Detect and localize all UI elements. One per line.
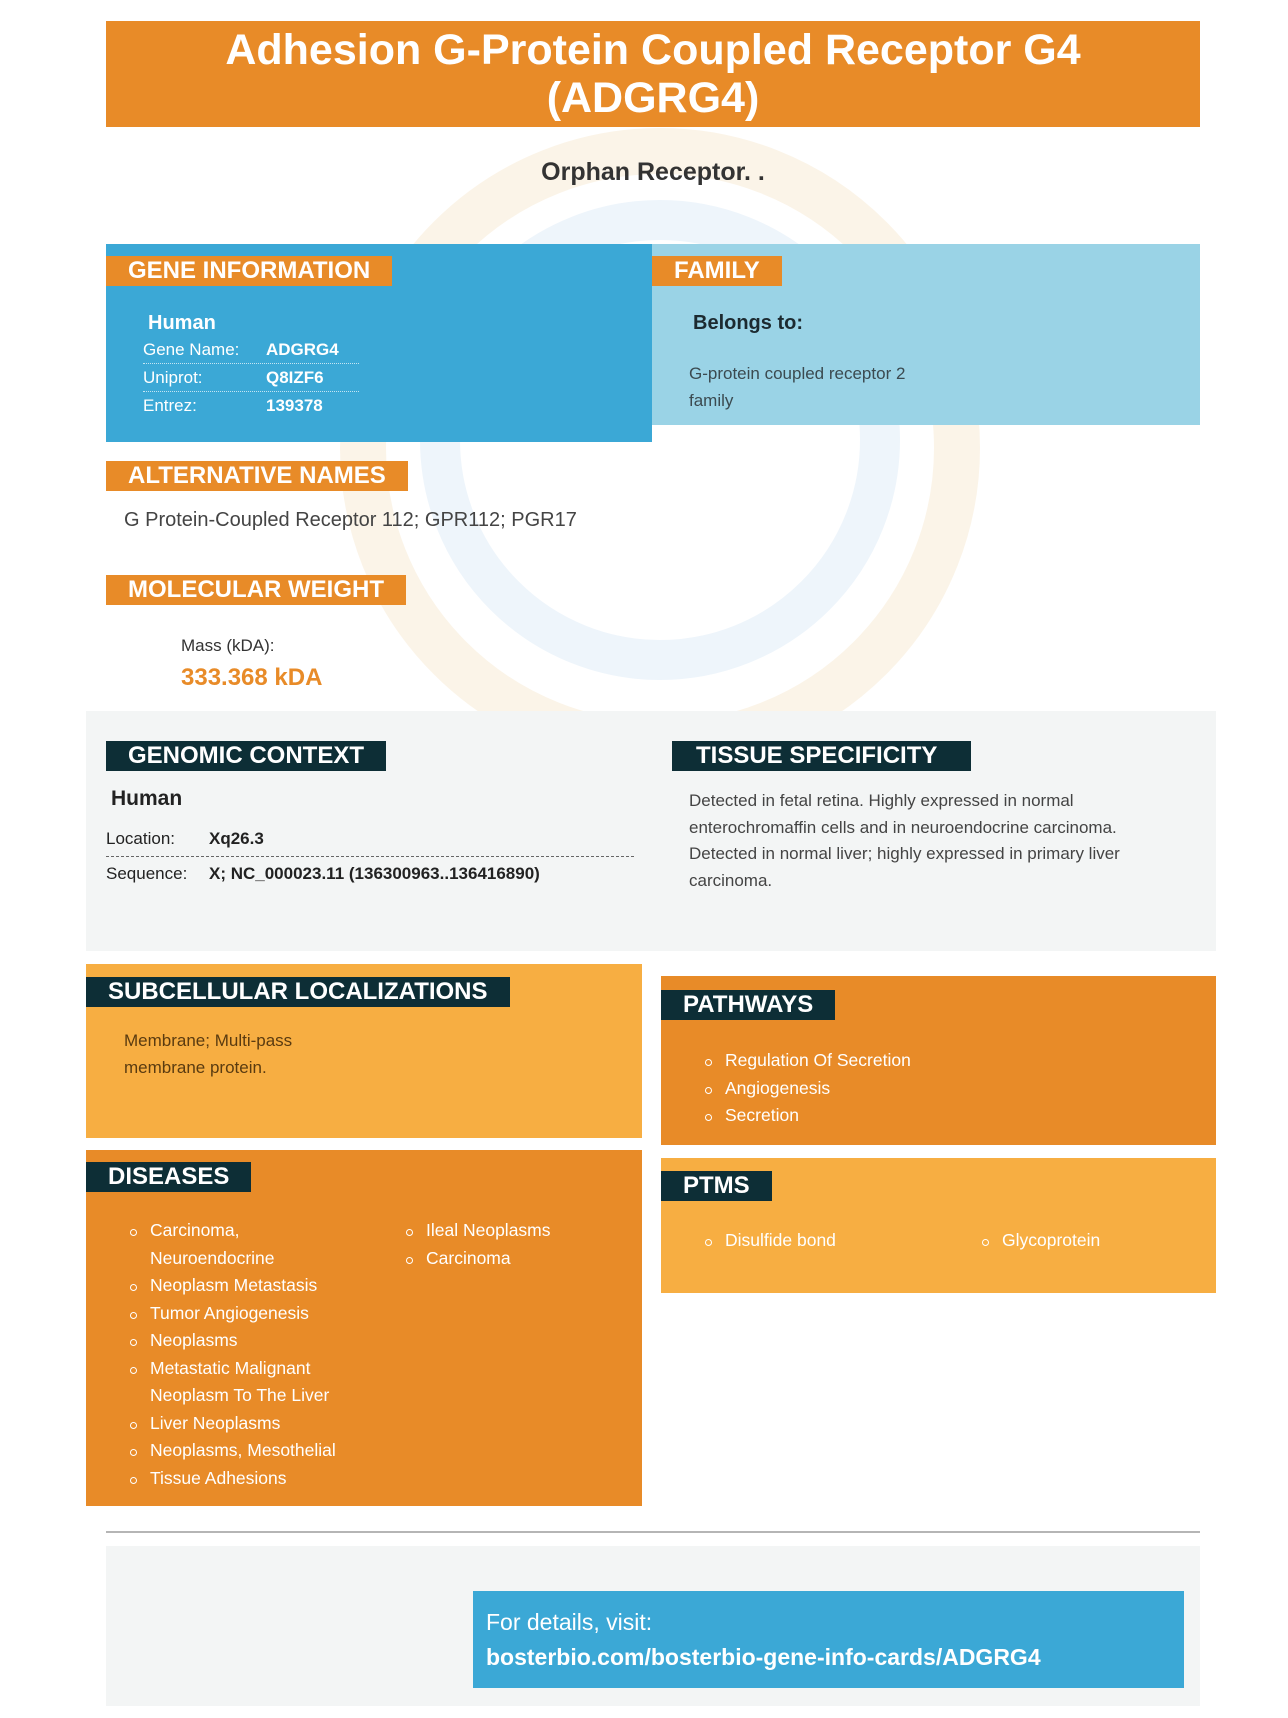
subcellular-heading: SUBCELLULAR LOCALIZATIONS <box>86 977 510 1007</box>
list-item: Glycoprotein <box>982 1227 1100 1255</box>
gene-information-heading: GENE INFORMATION <box>106 256 392 286</box>
gene-name-label: Gene Name: <box>143 340 240 359</box>
sequence-row <box>106 858 634 892</box>
footer-divider <box>106 1531 1200 1533</box>
list-item: Ileal Neoplasms <box>406 1217 551 1245</box>
genomic-species: Human <box>111 787 183 810</box>
uniprot-label: Uniprot: <box>143 368 203 387</box>
gene-species: Human <box>148 312 216 334</box>
family-belongs-label: Belongs to: <box>693 312 803 334</box>
subcellular-text: Membrane; Multi-pass membrane protein. <box>124 1031 293 1077</box>
ptms-list-1 <box>705 1227 836 1255</box>
ptms-list-2 <box>982 1227 1100 1255</box>
molecular-weight-heading: MOLECULAR WEIGHT <box>106 575 406 605</box>
uniprot-value: Q8IZF6 <box>266 368 324 387</box>
tissue-specificity-text: Detected in fetal retina. Highly expressed in normal enterochromaffin cells and in neuroendocrine carcinoma. Detected in normal liver; highly expressed in primary liver carcinoma. <box>689 791 1120 890</box>
title-banner <box>106 21 1200 127</box>
list-item: Tissue Adhesions <box>130 1465 370 1493</box>
tissue-specificity-heading: TISSUE SPECIFICITY <box>672 741 971 771</box>
list-item: Regulation Of Secretion <box>705 1047 911 1075</box>
list-item: Angiogenesis <box>705 1075 911 1103</box>
sequence-label: Sequence: <box>106 864 188 883</box>
diseases-heading: DISEASES <box>86 1162 251 1192</box>
list-item: Liver Neoplasms <box>130 1410 370 1438</box>
list-item: Neoplasms, Mesothelial <box>130 1437 370 1465</box>
page-subtitle: Orphan Receptor. . <box>541 158 765 186</box>
gene-name-value: ADGRG4 <box>266 340 339 359</box>
alternative-names-heading: ALTERNATIVE NAMES <box>106 461 408 491</box>
location-label: Location: <box>106 829 175 848</box>
family-text: G-protein coupled receptor 2 family <box>689 364 906 410</box>
gene-row-entrez <box>143 392 359 420</box>
list-item: Secretion <box>705 1102 911 1130</box>
pathways-heading: PATHWAYS <box>661 990 835 1020</box>
list-item: Neoplasms <box>130 1327 370 1355</box>
diseases-list-2 <box>406 1217 551 1272</box>
entrez-label: Entrez: <box>143 396 197 415</box>
pathways-list <box>705 1047 911 1130</box>
gene-row-name <box>143 336 359 364</box>
visit-link[interactable]: bosterbio.com/bosterbio-gene-info-cards/ADGRG4 <box>486 1644 1041 1670</box>
location-row <box>106 823 634 857</box>
visit-box <box>473 1591 1184 1688</box>
sequence-value: X; NC_000023.11 (136300963..136416890) <box>209 864 540 883</box>
list-item: Disulfide bond <box>705 1227 836 1255</box>
list-item: Neoplasm Metastasis <box>130 1272 370 1300</box>
alternative-names-text: G Protein-Coupled Receptor 112; GPR112; PGR17 <box>124 509 577 531</box>
family-heading: FAMILY <box>652 256 782 286</box>
mass-value: 333.368 kDA <box>181 664 323 691</box>
visit-label: For details, visit: <box>486 1609 653 1635</box>
genomic-context-heading: GENOMIC CONTEXT <box>106 741 386 771</box>
list-item: Metastatic Malignant Neoplasm To The Liver <box>130 1355 330 1410</box>
list-item: Carcinoma <box>406 1245 551 1273</box>
list-item: Carcinoma, Neuroendocrine <box>130 1217 260 1272</box>
list-item: Tumor Angiogenesis <box>130 1300 370 1328</box>
ptms-heading: PTMS <box>661 1171 772 1201</box>
entrez-value: 139378 <box>266 396 323 415</box>
mass-label: Mass (kDA): <box>181 636 275 655</box>
gene-row-uniprot <box>143 364 359 392</box>
page-title: Adhesion G-Protein Coupled Receptor G4 (ADGRG4) <box>225 26 1081 122</box>
diseases-list-1 <box>130 1217 370 1492</box>
location-value: Xq26.3 <box>209 829 264 848</box>
